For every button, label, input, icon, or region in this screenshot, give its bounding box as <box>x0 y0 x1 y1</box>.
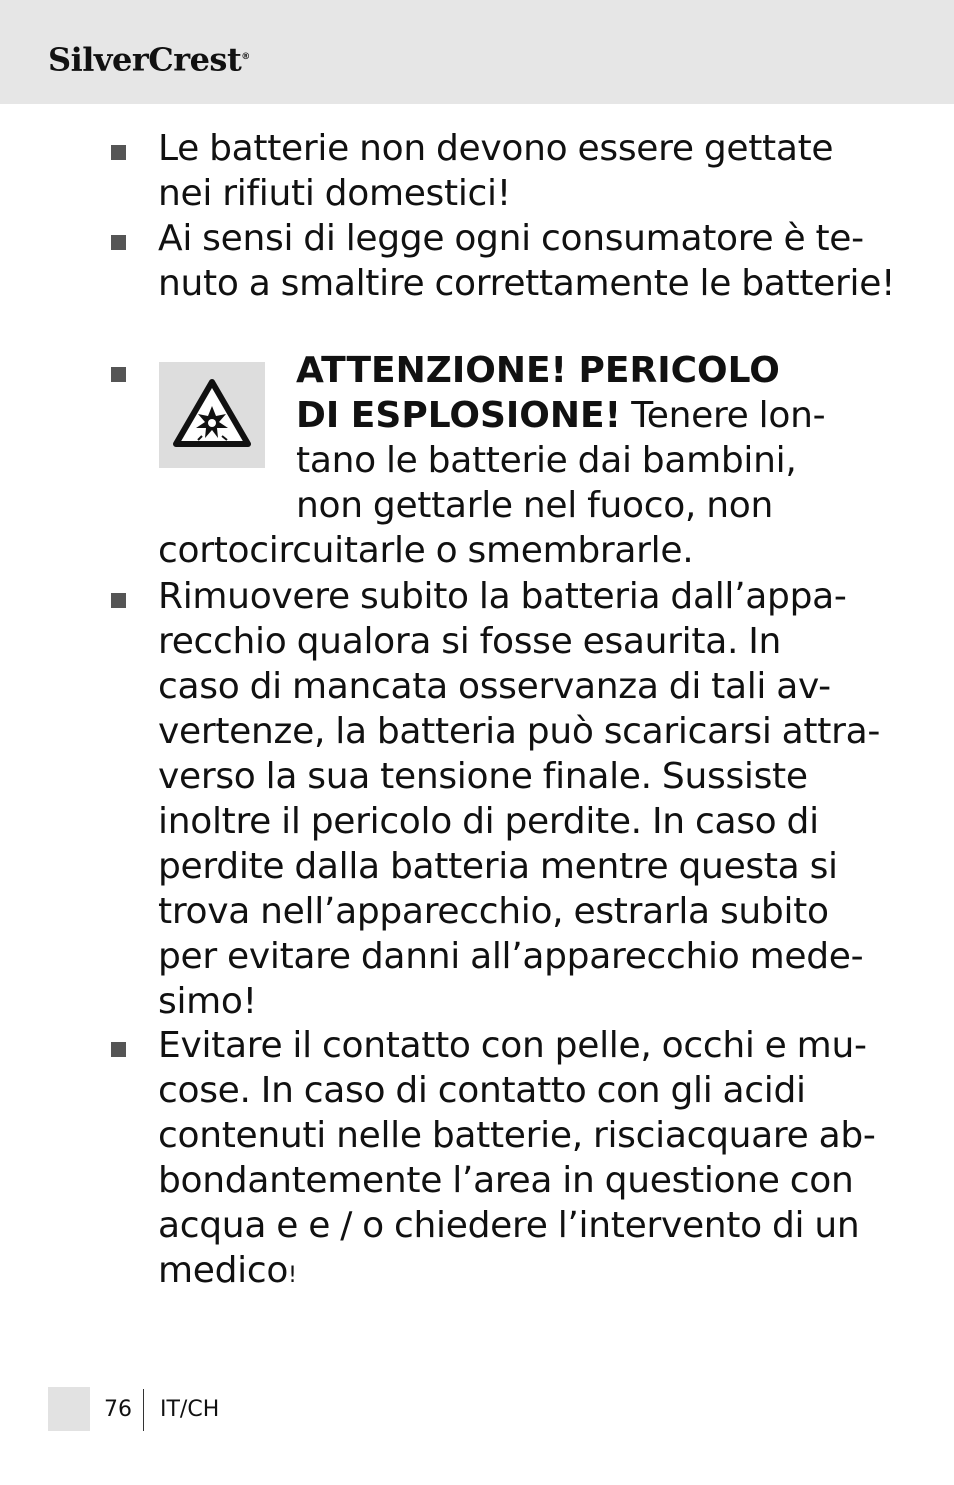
text-line: acqua e e / o chiedere l’intervento di un <box>158 1205 860 1246</box>
bullet-marker <box>111 593 126 608</box>
list-item <box>158 1023 876 1298</box>
registered-mark: ® <box>241 52 250 62</box>
page-header <box>0 0 954 104</box>
text-line: perdite dalla batteria mentre questa si <box>158 846 838 887</box>
warning-text: Tenere lon- <box>621 395 826 436</box>
text-line: Ai sensi di legge ogni consumatore è te- <box>158 218 864 259</box>
bullet-marker <box>111 367 126 382</box>
text-line: nuto a smaltire correttamente le batterie! <box>158 263 896 304</box>
text-line: cortocircuitarle o smembrarle. <box>158 530 694 571</box>
list-item-warning <box>158 348 858 573</box>
list-item <box>158 216 896 306</box>
text-line: inoltre il pericolo di perdite. In caso di <box>158 801 819 842</box>
list-item <box>158 126 858 216</box>
page-number: 76 <box>104 1397 132 1422</box>
text-line: per evitare danni all’apparecchio mede- <box>158 936 864 977</box>
text-line: verso la sua tensione finale. Sussiste <box>158 756 808 797</box>
text-line: caso di mancata osservanza di tali av- <box>158 666 831 707</box>
language-code: IT/CH <box>160 1397 220 1422</box>
footer-divider <box>143 1389 144 1431</box>
text-line: Rimuovere subito la batteria dall’appa- <box>158 576 847 617</box>
bullet-marker <box>111 235 126 250</box>
text-line: Le batterie non devono essere gettate <box>158 128 834 169</box>
text-line <box>158 348 858 393</box>
text-line: trova nell’apparecchio, estrarla subito <box>158 891 829 932</box>
text-word: medico <box>158 1250 289 1291</box>
warning-heading: ATTENZIONE! PERICOLO <box>296 350 780 391</box>
brand-name: SilverCrest <box>48 40 242 79</box>
text-line <box>158 1248 858 1298</box>
text-line: non gettarle nel fuoco, non <box>296 485 773 526</box>
text-line: tano le batterie dai bambini, <box>296 440 797 481</box>
text-line: simo! <box>158 981 257 1022</box>
text-line: Evitare il contatto con pelle, occhi e mu- <box>158 1025 867 1066</box>
text-line: bondantemente l’area in questione con <box>158 1160 854 1201</box>
warning-heading: DI ESPLOSIONE! <box>296 395 622 436</box>
text-line: vertenze, la batteria può scaricarsi attra- <box>158 711 881 752</box>
text-line <box>158 393 858 438</box>
list-item <box>158 574 881 1024</box>
text-line: cose. In caso di contatto con gli acidi <box>158 1070 806 1111</box>
exclamation-mark: ! <box>288 1263 297 1288</box>
text-line: contenuti nelle batterie, risciacquare ab- <box>158 1115 876 1156</box>
text-line: recchio qualora si fosse esaurita. In <box>158 621 782 662</box>
bullet-marker <box>111 1042 126 1057</box>
brand-logo <box>48 40 250 77</box>
footer-tab <box>48 1387 90 1431</box>
text-line: nei rifiuti domestici! <box>158 173 511 214</box>
bullet-marker <box>111 145 126 160</box>
